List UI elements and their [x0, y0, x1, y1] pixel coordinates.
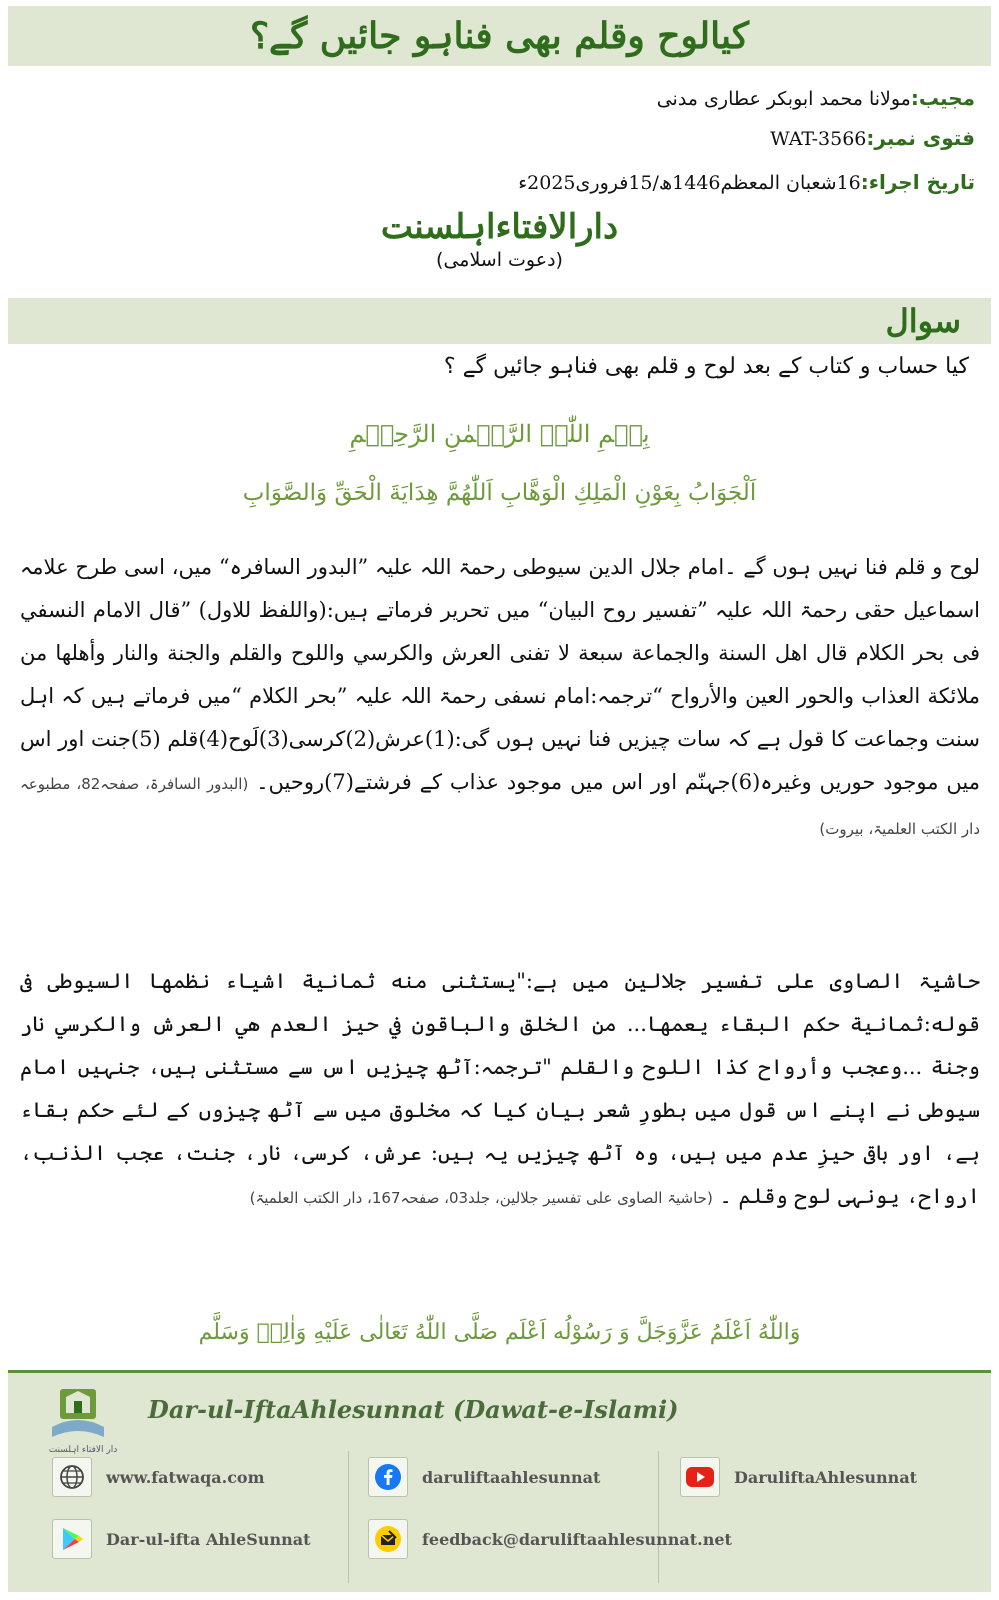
question-heading: سوال	[885, 302, 961, 340]
title-banner	[8, 6, 991, 66]
website-link[interactable]	[52, 1457, 265, 1497]
facebook-icon	[368, 1457, 408, 1497]
email-text: feedback@daruliftaahlesunnat.net	[422, 1529, 732, 1549]
globe-icon	[52, 1457, 92, 1497]
jawab-opening: اَلْجَوَابُ بِعَوْنِ الْمَلِكِ الْوَهَّابِ اَللّٰهُمَّ هِدَايَةَ الْحَقِّ وَالصَّوَابِ	[242, 480, 757, 506]
question-section-band	[8, 298, 991, 344]
answer-text-1: لوح و قلم فنا نہیں ہوں گے ۔امام جلال الدین سیوطی رحمۃ اللہ علیہ ”البدور السافرہ“ میں، اسی طرح علامہ اسماعیل حقی رحمۃ اللہ علیہ ”تفسیر روح البیان“ میں تحریر فرماتے ہیں:(واللفظ للاول) ”قال الامام النسفي فی بحر الکلام قال اهل السنة والجماعة سبعة لا تفنى العرش والكرسي واللوح والقلم والجنة والنار وأهلها من ملائكة العذاب والحور العين والأرواح “ترجمہ:امام نسفی رحمۃ اللہ علیہ ”بحر الکلام “میں فرماتے ہیں کہ اہل سنت وجماعت کا قول ہے کہ سات چیزیں فنا نہیں ہوں گی:(1)عرش(2)کرسی(3)لَوح(4)قلم (5)جنت اور اس میں موجود حوریں وغیرہ(6)جہنّم اور اس میں موجود عذاب کے فرشتے(7)روحیں۔	[20, 555, 980, 794]
closing-dua: وَاللّٰهُ اَعْلَمُ عَزَّوَجَلَّ وَ رَسُوْلُه اَعْلَم صَلَّی اللّٰهُ تَعَالٰی عَلَیْهِ وَاٰلِهٖ وَسَلَّم	[198, 1320, 801, 1345]
footer-divider	[348, 1451, 349, 1583]
facebook-link[interactable]	[368, 1457, 600, 1497]
fatwa-number: WAT-3566	[770, 128, 867, 150]
youtube-text: DaruliftaAhlesunnat	[734, 1467, 918, 1487]
logo-caption: دار الافتاء اہلسنت	[48, 1445, 118, 1455]
date-row	[518, 170, 975, 194]
facebook-text: daruliftaahlesunnat	[422, 1467, 601, 1487]
reference-2: (حاشیۃ الصاوی علی تفسیر جلالین، جلد03، صفحہ167، دار الکتب العلمیۃ)	[249, 1189, 713, 1207]
play-store-icon	[52, 1519, 92, 1559]
mujeeb-label: مجیب:	[910, 86, 975, 110]
footer-divider	[658, 1451, 659, 1583]
reference-1: (البدور السافرۃ، صفحہ82، مطبوعہ دار الکتب العلمیۃ، بیروت)	[20, 775, 980, 838]
bismillah: بِسۡمِ اللّٰہِ الرَّحۡمٰنِ الرَّحِیۡمِ	[349, 420, 650, 448]
mail-icon	[368, 1519, 408, 1559]
mujeeb-value: مولانا محمد ابوبکر عطاری مدنی	[656, 88, 911, 110]
footer	[8, 1370, 991, 1592]
date-label: تاریخ اجراء:	[860, 170, 975, 194]
page-title: کیالوح وقلم بھی فناہو جائیں گے؟	[249, 15, 750, 57]
footer-brand: Dar-ul-IftaAhlesunnat (Dawat-e-Islami)	[148, 1395, 679, 1424]
playstore-link[interactable]	[52, 1519, 310, 1559]
fatwa-label: فتوی نمبر:	[866, 126, 975, 150]
question-text: کیا حساب و کتاب کے بعد لوح و قلم بھی فناہو جائیں گے ؟	[443, 354, 969, 379]
youtube-icon	[680, 1457, 720, 1497]
answer-paragraph-1	[20, 546, 980, 851]
answer-paragraph-2	[20, 960, 980, 1220]
darul-ifta-heading	[0, 206, 999, 271]
website-text: www.fatwaqa.com	[106, 1467, 265, 1487]
darul-ifta-sub: (دعوت اسلامی)	[436, 249, 563, 271]
email-link[interactable]	[368, 1519, 732, 1559]
fatwa-row	[770, 126, 975, 150]
darul-ifta-logo-icon	[46, 1383, 110, 1447]
youtube-link[interactable]	[680, 1457, 917, 1497]
answer-text-2: حاشیۃ الصاوی علی تفسیر جلالین میں ہے:"یستثنی منه ثمانية اشياء نظمها السيوطی فی قوله:ثمانية حكم البقاء يعمها... من الخلق والباقون في حيز العدم هي العرش والكرسي نار وجنة ...وعجب وأرواح كذا اللوح والقلم "ترجمہ:آٹھ چیزیں اس سے مستثنی ہیں، جنہیں امام سیوطی نے اپنے اس قول میں بطورِ شعر بیان کیا کہ مخلوق میں سے آٹھ چیزوں کے لئے حکم بقاء ہے، اور باقی حیزِ عدم میں ہیں، وہ آٹھ چیزیں یہ ہیں: عرش، کرسی، نار، جنت، عجب الذنب، ارواح، یونہی لوح وقلم ۔	[20, 969, 980, 1208]
date-value: 16شعبان المعظم1446ھ/15فروری2025ء	[518, 172, 861, 194]
mujeeb-row	[657, 86, 975, 110]
playstore-text: Dar-ul-ifta AhleSunnat	[106, 1529, 311, 1549]
darul-ifta-name: دارالافتاءاہلسنت	[380, 207, 619, 247]
